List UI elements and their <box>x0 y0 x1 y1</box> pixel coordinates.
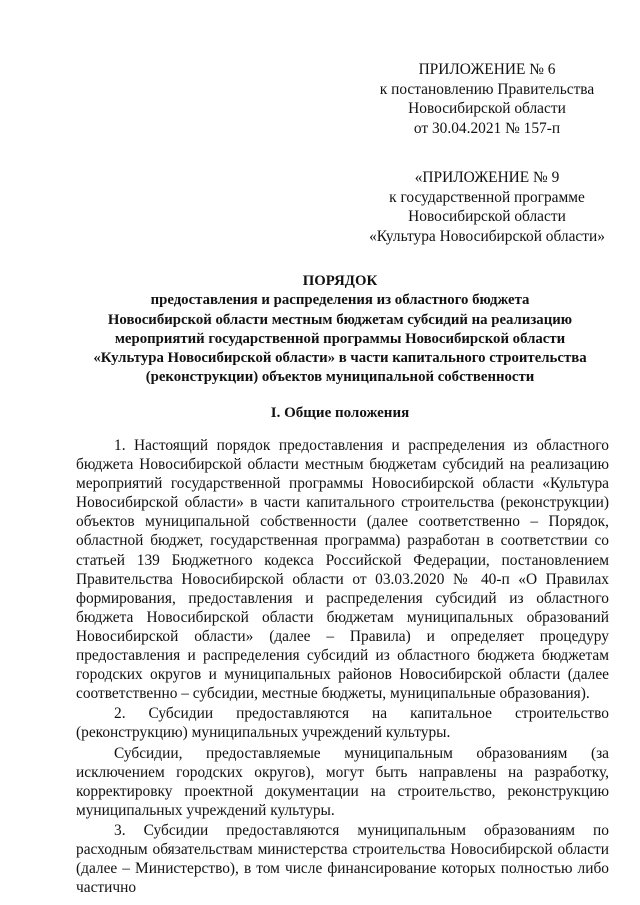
appendix-6-title: ПРИЛОЖЕНИЕ № 6 <box>418 61 556 78</box>
title-heading: ПОРЯДОК <box>302 273 378 289</box>
document-title <box>60 272 620 388</box>
title-line-1: предоставления и распределения из областного бюджета <box>150 292 530 309</box>
paragraph-4: 3. Субсидии предоставляются муниципальным образованиям по расходным обязательствам министерства строительства Новосибирской области (далее – Министерство), в том числе финансирование которых полностью либо частично <box>76 821 609 897</box>
appendix-9-program-name: «Культура Новосибирской области» <box>369 227 605 245</box>
section-heading: I. Общие положения <box>270 405 410 421</box>
appendix-6-date-number: от 30.04.2021 № 157-п <box>413 119 561 137</box>
appendix-6-line-3: Новосибирской области <box>408 100 566 117</box>
section-body <box>76 436 609 898</box>
paragraph-1: 1. Настоящий порядок предоставления и распределения из областного бюджета Новосибирской области местным бюджетам субсидий на реализацию мероприятий государственной программы Новосибирской области «Культура Новосибирской области» в части капитального строительства (реконструкции) объектов муниципальной собственности (далее соответственно – Порядок, областной бюджет, государственная программа) разработан в соответствии со статьей 139 Бюджетного кодекса Российской Федерации, постановлением Правительства Новосибирской области от 03.03.2020 № 40-п «О Правилах формирования, предоставления и распределения субсидий из областного бюджета Новосибирской области бюджетам муниципальных образований Новосибирской области» (далее – Правила) и определяет процедуру предоставления и распределения субсидий из областного бюджета бюджетам городских округов и муниципальных районов Новосибирской области (далее соответственно – субсидии, местные бюджеты, муниципальные образования). <box>76 437 609 703</box>
appendix-9-title: «ПРИЛОЖЕНИЕ № 9 <box>414 169 560 186</box>
paragraph-2: 2. Субсидии предоставляются на капитальное строительство (реконструкцию) муниципальных учреждений культуры. <box>76 705 609 742</box>
title-line-2: Новосибирской области местным бюджетам субсидий на реализацию <box>107 311 573 328</box>
appendix-9-line-3: Новосибирской области <box>408 208 566 225</box>
appendix-9-header <box>358 168 616 246</box>
paragraph-3: Субсидии, предоставляемые муниципальным образованиям (за исключением городских округов), могут быть направлены на разработку, корректировку проектной документации на строительство, реконструкцию муниципальных учреждений культуры. <box>76 744 609 819</box>
appendix-6-line-2: к постановлению Правительства <box>379 80 595 98</box>
title-line-3: мероприятий государственной программы Новосибирской области <box>114 330 566 347</box>
title-line-5: (реконструкции) объектов муниципальной собственности <box>145 369 535 386</box>
appendix-9-line-2: к государственной программе <box>389 188 585 206</box>
title-line-4: «Культура Новосибирской области» в части капитального строительства <box>93 350 587 367</box>
appendix-6-header <box>358 60 616 138</box>
